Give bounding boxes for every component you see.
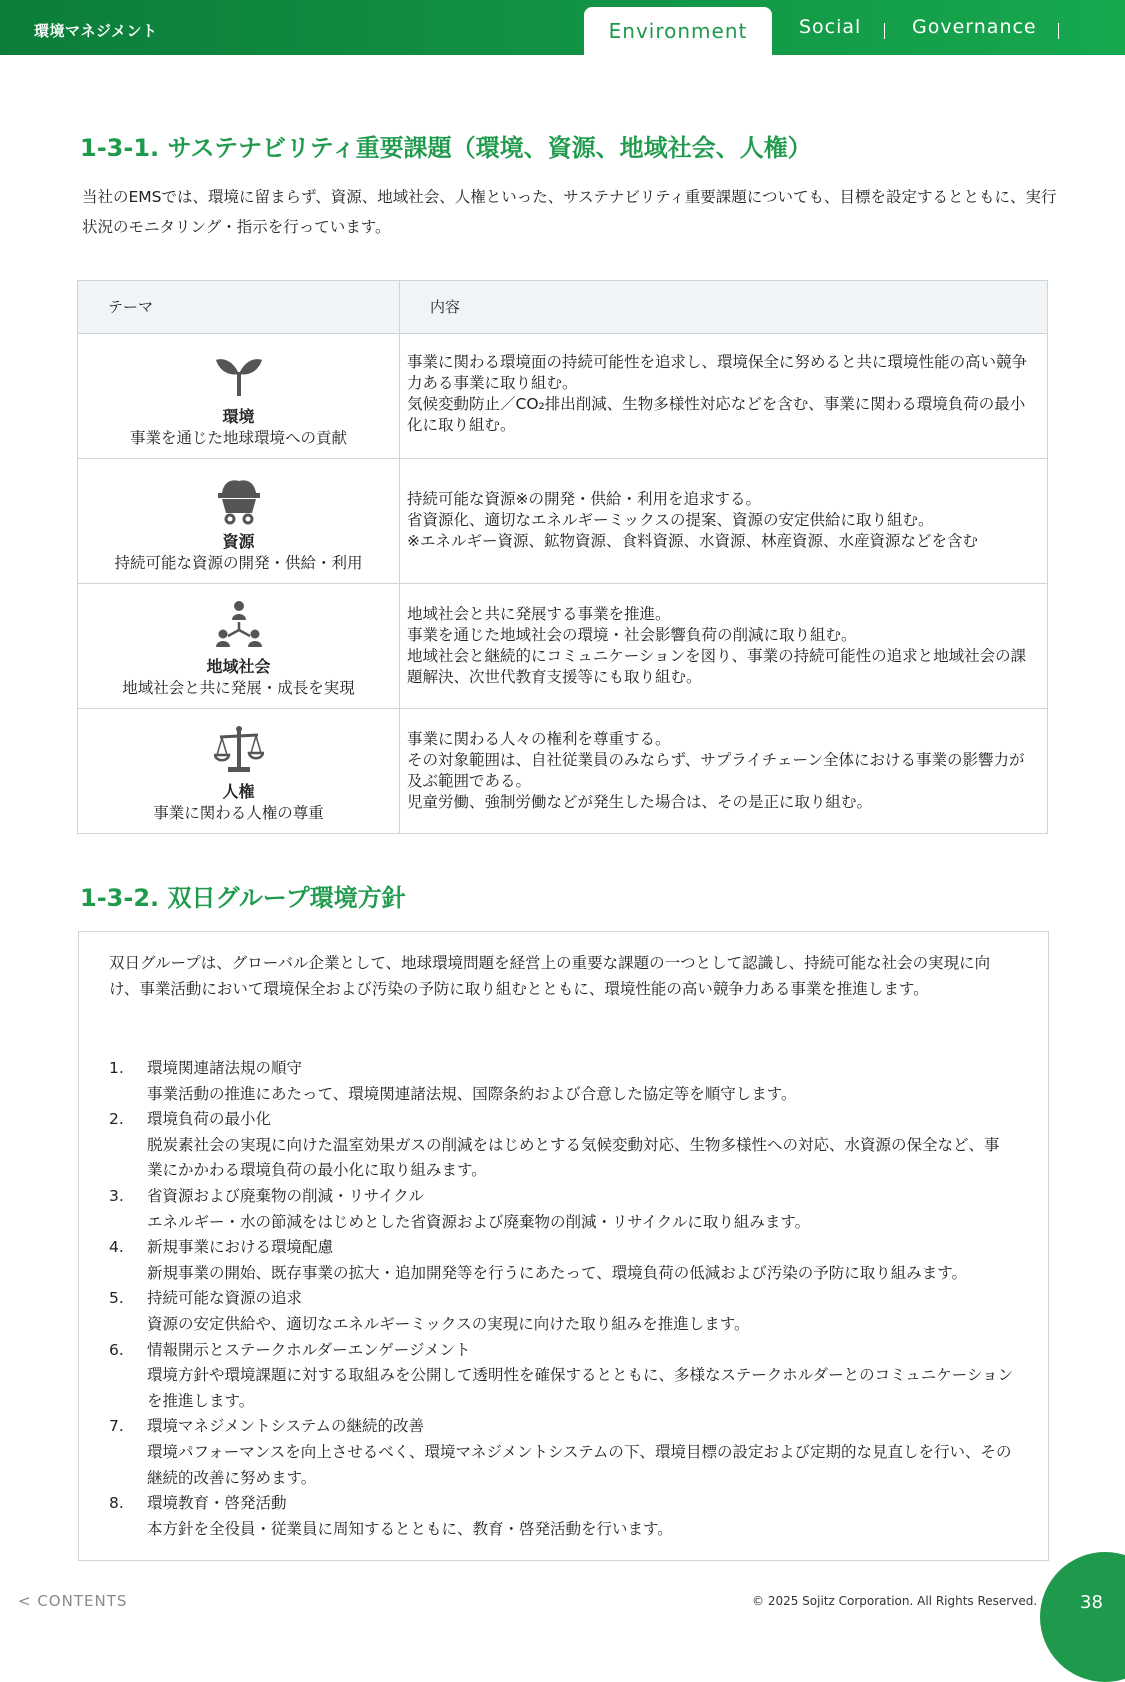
tab-divider xyxy=(1058,23,1059,39)
list-item xyxy=(109,1184,1014,1235)
list-item-title: 持続可能な資源の追求 xyxy=(147,1289,303,1308)
list-item-title: 環境教育・啓発活動 xyxy=(147,1494,287,1513)
content-line: 事業を通じた地域社会の環境・社会影響負荷の削減に取り組む。 xyxy=(407,626,857,644)
content-line: 省資源化、適切なエネルギーミックスの提案、資源の安定供給に取り組む。 xyxy=(407,511,934,529)
policy-intro: 双日グループは、グローバル企業として、地球環境問題を経営上の重要な課題の一つとして認識し、持続可能な社会の実現に向け、事業活動において環境保全および汚染の予防に取り組むとともに、環境性能の高い競争力ある事業を推進します。 xyxy=(109,954,991,998)
theme-cell xyxy=(78,334,400,458)
list-item-number: 5. xyxy=(109,1289,124,1308)
theme-name: 資源 xyxy=(222,532,255,551)
list-item-number: 8. xyxy=(109,1494,124,1513)
column-header-theme: テーマ xyxy=(78,281,400,333)
tab-governance[interactable]: Governance xyxy=(912,16,1037,38)
header-bar xyxy=(0,0,1125,55)
content-cell xyxy=(400,584,1047,708)
environmental-policy-box xyxy=(78,931,1049,1561)
list-item-number: 1. xyxy=(109,1059,124,1077)
list-item-body: 脱炭素社会の実現に向けた温室効果ガスの削減をはじめとする気候変動対応、生物多様性への対応、水資源の保全など、事業にかかわる環境負荷の最小化に取り組みます。 xyxy=(147,1135,1000,1180)
content-cell xyxy=(400,459,1047,583)
table-row xyxy=(78,709,1047,833)
tab-divider xyxy=(884,23,885,39)
table-row xyxy=(78,459,1047,584)
content-line: ※エネルギー資源、鉱物資源、食料資源、水資源、林産資源、水産資源などを含む xyxy=(407,532,978,550)
list-item-body: 新規事業の開始、既存事業の拡大・追加開発等を行うにあたって、環境負荷の低減および汚染の予防に取り組みます。 xyxy=(147,1263,967,1282)
contents-link[interactable]: < CONTENTS xyxy=(18,1592,128,1610)
table-row xyxy=(78,334,1047,459)
list-item-number: 4. xyxy=(109,1238,124,1257)
list-item xyxy=(109,1491,1014,1542)
section-intro: 当社のEMSでは、環境に留まらず、資源、地域社会、人権といった、サステナビリティ重要課題についても、目標を設定するとともに、実行状況のモニタリング・指示を行っています。 xyxy=(82,188,1057,236)
list-item-title: 新規事業における環境配慮 xyxy=(147,1238,334,1257)
content-line: 地域社会と継続的にコミュニケーションを図り、事業の持続可能性の追求と地域社会の課題解決、次世代教育支援等にも取り組む。 xyxy=(407,647,1027,686)
list-item-title: 省資源および廃棄物の削減・リサイクル xyxy=(147,1186,424,1205)
theme-name: 人権 xyxy=(222,782,255,801)
list-item-title: 環境関連諸法規の順守 xyxy=(147,1059,303,1077)
table-row xyxy=(78,584,1047,709)
content-line: その対象範囲は、自社従業員のみならず、サプライチェーン全体における事業の影響力が及ぶ範囲である。 xyxy=(407,751,1025,790)
list-item-body: 本方針を全役員・従業員に周知するとともに、教育・啓発活動を行います。 xyxy=(147,1519,673,1538)
content-line: 児童労働、強制労働などが発生した場合は、その是正に取り組む。 xyxy=(407,793,873,811)
tab-social[interactable]: Social xyxy=(799,16,862,38)
page-number-badge xyxy=(1040,1552,1125,1682)
list-item-title: 環境マネジメントシステムの継続的改善 xyxy=(147,1417,424,1436)
list-item-body: エネルギー・水の節減をはじめとした省資源および廃棄物の削減・リサイクルに取り組みます。 xyxy=(147,1212,811,1231)
list-item xyxy=(109,1338,1014,1415)
content-line: 地域社会と共に発展する事業を推進。 xyxy=(407,605,671,623)
list-item-body: 環境パフォーマンスを向上させるべく、環境マネジメントシステムの下、環境目標の設定および定期的な見直しを行い、その継続的改善に努めます。 xyxy=(147,1442,1012,1487)
theme-description: 持続可能な資源の開発・供給・利用 xyxy=(114,554,363,572)
materiality-table xyxy=(77,280,1048,834)
list-item xyxy=(109,1235,1014,1286)
tab-environment[interactable]: Environment xyxy=(584,7,772,55)
table-header xyxy=(78,281,1047,334)
list-item-number: 7. xyxy=(109,1417,124,1436)
theme-description: 地域社会と共に発展・成長を実現 xyxy=(122,679,355,697)
scales-icon xyxy=(214,725,264,775)
theme-description: 事業に関わる人権の尊重 xyxy=(153,804,324,822)
section-heading-policy: 1-3-2. 双日グループ環境方針 xyxy=(80,884,406,912)
copyright-text: © 2025 Sojitz Corporation. All Rights Reserved. xyxy=(752,1594,1038,1608)
theme-cell xyxy=(78,584,400,708)
list-item-number: 6. xyxy=(109,1340,124,1359)
sprout-icon xyxy=(214,350,264,400)
column-header-content: 内容 xyxy=(430,298,461,316)
theme-name: 地域社会 xyxy=(206,657,271,676)
header-title: 環境マネジメント xyxy=(34,22,158,40)
theme-cell xyxy=(78,709,400,833)
theme-cell xyxy=(78,459,400,583)
content-cell xyxy=(400,334,1047,458)
mine-cart-icon xyxy=(214,475,264,525)
content-cell xyxy=(400,709,1047,833)
list-item xyxy=(109,1056,1014,1107)
list-item-body: 環境方針や環境課題に対する取組みを公開して透明性を確保するとともに、多様なステークホルダーとのコミュニケーションを推進します。 xyxy=(147,1366,1014,1410)
policy-list xyxy=(109,1056,1014,1542)
list-item xyxy=(109,1414,1014,1491)
community-network-icon xyxy=(214,600,264,650)
list-item-title: 環境負荷の最小化 xyxy=(147,1110,272,1129)
list-item-body: 事業活動の推進にあたって、環境関連諸法規、国際条約および合意した協定等を順守します。 xyxy=(147,1084,797,1103)
content-line: 事業に関わる環境面の持続可能性を追求し、環境保全に努めると共に環境性能の高い競争力ある事業に取り組む。 xyxy=(407,353,1028,392)
content-line: 持続可能な資源※の開発・供給・利用を追求する。 xyxy=(407,490,761,508)
list-item-title: 情報開示とステークホルダーエンゲージメント xyxy=(147,1340,471,1359)
list-item xyxy=(109,1286,1014,1337)
list-item-body: 資源の安定供給や、適切なエネルギーミックスの実現に向けた取り組みを推進します。 xyxy=(147,1314,750,1333)
list-item-number: 2. xyxy=(109,1110,124,1129)
page-number: 38 xyxy=(1080,1592,1103,1613)
content-line: 気候変動防止／CO₂排出削減、生物多様性対応などを含む、事業に関わる環境負荷の最小化に取り組む。 xyxy=(407,395,1026,434)
theme-description: 事業を通じた地球環境への貢献 xyxy=(129,429,347,447)
list-item-number: 3. xyxy=(109,1186,124,1205)
section-heading-materiality: 1-3-1. サステナビリティ重要課題（環境、資源、地域社会、人権） xyxy=(80,134,812,162)
list-item xyxy=(109,1107,1014,1184)
theme-name: 環境 xyxy=(222,407,255,426)
content-line: 事業に関わる人々の権利を尊重する。 xyxy=(407,730,671,748)
